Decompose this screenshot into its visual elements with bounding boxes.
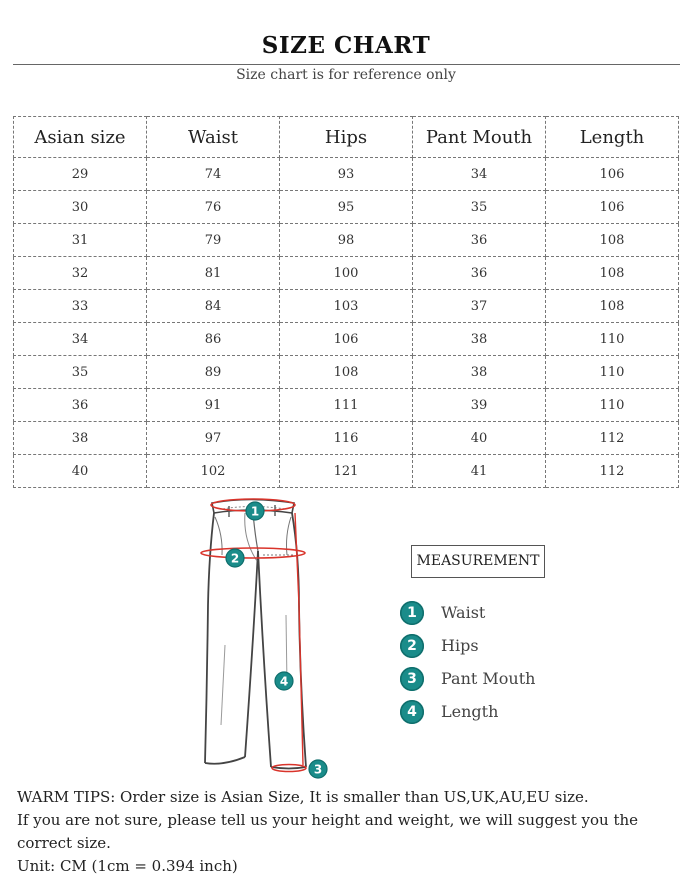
table-cell: 37 bbox=[413, 290, 546, 323]
table-cell: 102 bbox=[147, 455, 280, 488]
legend-label: Pant Mouth bbox=[441, 669, 536, 688]
table-cell: 81 bbox=[147, 257, 280, 290]
table-cell: 35 bbox=[14, 356, 147, 389]
marker-3-label: 3 bbox=[313, 762, 323, 777]
table-body bbox=[14, 158, 679, 488]
pants-illustration bbox=[195, 495, 345, 785]
warm-tips bbox=[17, 786, 682, 878]
table-cell: 106 bbox=[546, 191, 679, 224]
table-cell: 40 bbox=[413, 422, 546, 455]
table-cell: 36 bbox=[14, 389, 147, 422]
table-cell: 39 bbox=[413, 389, 546, 422]
table-cell: 112 bbox=[546, 422, 679, 455]
table-cell: 108 bbox=[546, 257, 679, 290]
table-cell: 35 bbox=[413, 191, 546, 224]
table-cell: 112 bbox=[546, 455, 679, 488]
marker-2-label: 2 bbox=[230, 551, 240, 566]
number-1-icon: 1 bbox=[400, 601, 424, 625]
table-cell: 79 bbox=[147, 224, 280, 257]
tips-line-3: Unit: CM (1cm = 0.394 inch) bbox=[17, 857, 238, 875]
legend-item-pant-mouth bbox=[400, 662, 535, 695]
table-cell: 121 bbox=[280, 455, 413, 488]
table-cell: 32 bbox=[14, 257, 147, 290]
marker-1-icon bbox=[246, 502, 264, 520]
measurement-legend bbox=[400, 596, 535, 728]
marker-4-label: 4 bbox=[279, 674, 289, 689]
table-cell: 116 bbox=[280, 422, 413, 455]
table-cell: 111 bbox=[280, 389, 413, 422]
size-table bbox=[13, 116, 679, 488]
table-cell: 98 bbox=[280, 224, 413, 257]
table-row bbox=[14, 422, 679, 455]
table-row bbox=[14, 455, 679, 488]
table-row bbox=[14, 257, 679, 290]
legend-label: Waist bbox=[441, 603, 486, 622]
table-cell: 86 bbox=[147, 323, 280, 356]
table-cell: 110 bbox=[546, 389, 679, 422]
table-cell: 95 bbox=[280, 191, 413, 224]
hips-measure-line bbox=[201, 548, 305, 558]
header-asian-size: Asian size bbox=[14, 117, 147, 158]
measurement-heading: MEASUREMENT bbox=[411, 545, 545, 578]
table-row bbox=[14, 389, 679, 422]
table-row bbox=[14, 356, 679, 389]
header-hips: Hips bbox=[280, 117, 413, 158]
table-cell: 41 bbox=[413, 455, 546, 488]
number-2-icon: 2 bbox=[400, 634, 424, 658]
table-cell: 103 bbox=[280, 290, 413, 323]
table-cell: 84 bbox=[147, 290, 280, 323]
table-cell: 110 bbox=[546, 356, 679, 389]
table-row bbox=[14, 323, 679, 356]
table-cell: 108 bbox=[546, 224, 679, 257]
title-divider bbox=[13, 64, 680, 65]
table-cell: 108 bbox=[546, 290, 679, 323]
table-cell: 93 bbox=[280, 158, 413, 191]
table-cell: 89 bbox=[147, 356, 280, 389]
table-cell: 40 bbox=[14, 455, 147, 488]
table-cell: 29 bbox=[14, 158, 147, 191]
legend-item-hips bbox=[400, 629, 535, 662]
marker-4-icon bbox=[275, 672, 293, 690]
marker-3-icon bbox=[309, 760, 327, 778]
table-cell: 38 bbox=[413, 356, 546, 389]
table-row bbox=[14, 191, 679, 224]
table-cell: 106 bbox=[546, 158, 679, 191]
table-cell: 36 bbox=[413, 257, 546, 290]
table-cell: 76 bbox=[147, 191, 280, 224]
legend-item-waist bbox=[400, 596, 535, 629]
table-cell: 38 bbox=[14, 422, 147, 455]
table-cell: 97 bbox=[147, 422, 280, 455]
table-row bbox=[14, 224, 679, 257]
header-waist: Waist bbox=[147, 117, 280, 158]
table-cell: 74 bbox=[147, 158, 280, 191]
table-cell: 30 bbox=[14, 191, 147, 224]
table-header-row bbox=[14, 117, 679, 158]
marker-1-label: 1 bbox=[250, 504, 260, 519]
header-length: Length bbox=[546, 117, 679, 158]
table-cell: 33 bbox=[14, 290, 147, 323]
marker-2-icon bbox=[226, 549, 244, 567]
table-row bbox=[14, 158, 679, 191]
legend-label: Length bbox=[441, 702, 499, 721]
table-cell: 108 bbox=[280, 356, 413, 389]
table-cell: 91 bbox=[147, 389, 280, 422]
table-cell: 31 bbox=[14, 224, 147, 257]
table-cell: 100 bbox=[280, 257, 413, 290]
table-cell: 36 bbox=[413, 224, 546, 257]
page-title: SIZE CHART bbox=[261, 32, 431, 59]
number-3-icon: 3 bbox=[400, 667, 424, 691]
header-pant-mouth: Pant Mouth bbox=[413, 117, 546, 158]
table-cell: 106 bbox=[280, 323, 413, 356]
page-subtitle: Size chart is for reference only bbox=[236, 67, 456, 83]
table-cell: 110 bbox=[546, 323, 679, 356]
legend-label: Hips bbox=[441, 636, 479, 655]
pants-diagram bbox=[195, 495, 345, 785]
table-cell: 38 bbox=[413, 323, 546, 356]
legend-item-length bbox=[400, 695, 535, 728]
tips-line-2: If you are not sure, please tell us your height and weight, we will suggest you the correct size. bbox=[17, 811, 639, 852]
table-cell: 34 bbox=[14, 323, 147, 356]
table-row bbox=[14, 290, 679, 323]
number-4-icon: 4 bbox=[400, 700, 424, 724]
tips-line-1: WARM TIPS: Order size is Asian Size, It is smaller than US,UK,AU,EU size. bbox=[17, 788, 589, 806]
table-cell: 34 bbox=[413, 158, 546, 191]
